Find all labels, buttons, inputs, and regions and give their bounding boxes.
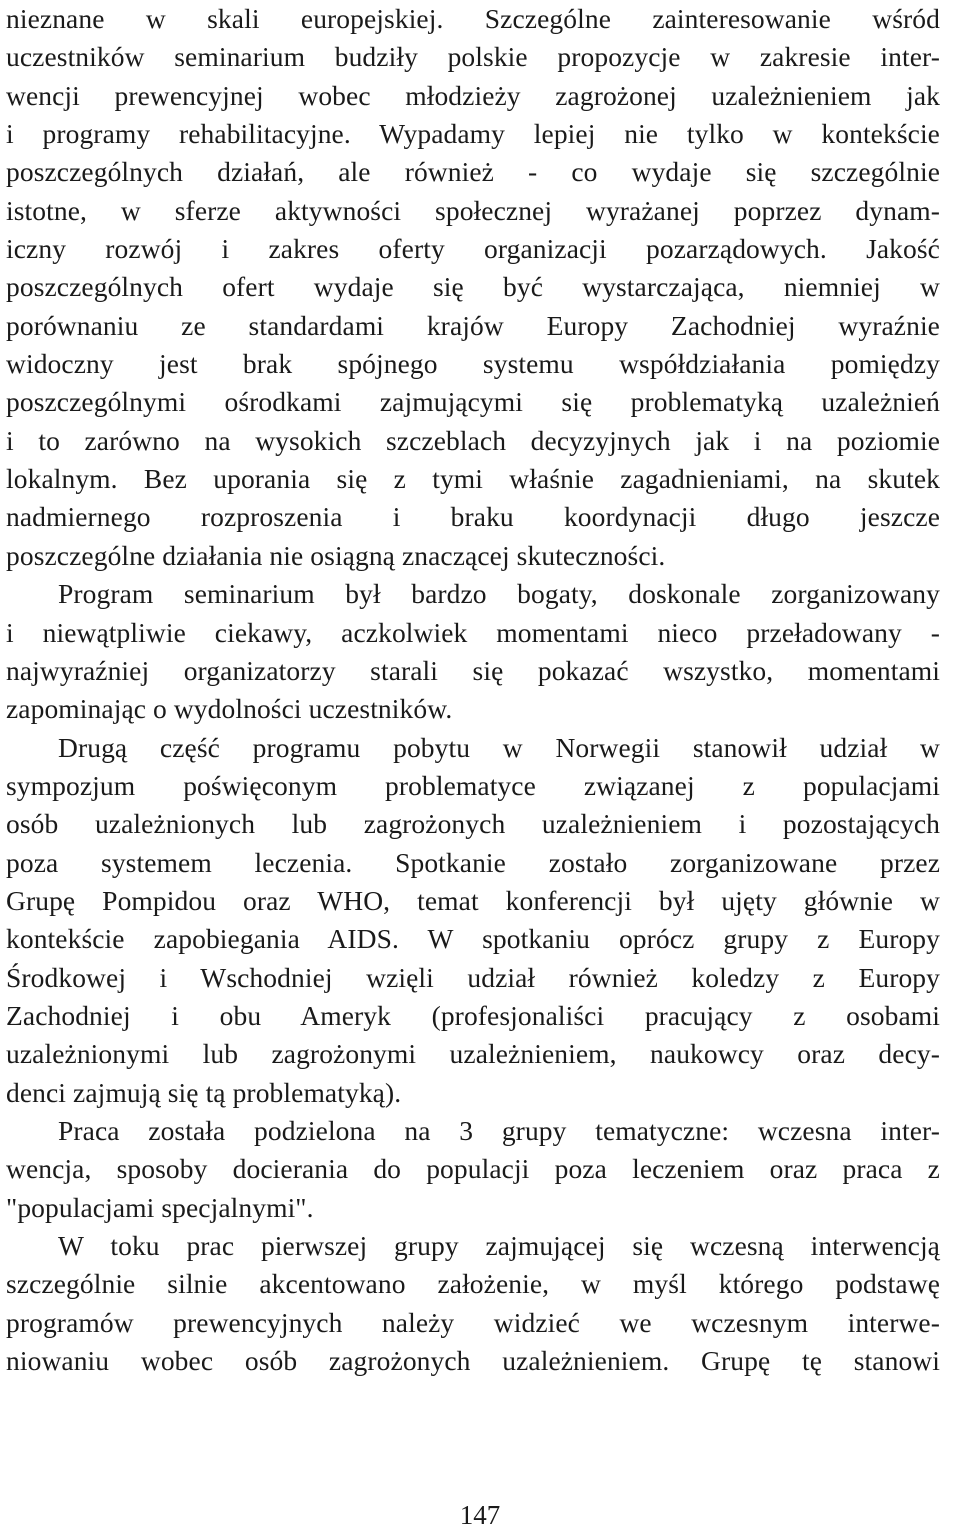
text-line: nieznane w skali europejskiej. Szczególne zainteresowanie wśród [6, 3, 940, 34]
text-line: Środkowej i Wschodniej wzięli udział również koledzy z Europy [6, 961, 940, 993]
text-line: poszczególnych działań, ale również - co wydaje się szczególnie [6, 156, 940, 188]
text-line: zapominając o wydolności uczestników. [6, 693, 453, 725]
text-line: iczny rozwój i zakres oferty organizacji pozarządowych. Jakość [6, 233, 940, 265]
text-line: Drugą część programu pobytu w Norwegii stanowił udział w [58, 731, 940, 763]
text-line: uczestników seminarium budziły polskie propozycje w zakresie inter- [6, 41, 940, 73]
text-line: poszczególne działania nie osiągną znaczącej skuteczności. [6, 539, 666, 571]
text-line: i niewątpliwie ciekawy, aczkolwiek momentami nieco przeładowany - [6, 616, 940, 648]
text-line: Praca została podzielona na 3 grupy tematyczne: wczesna inter- [58, 1114, 940, 1146]
text-line: istotne, w sferze aktywności społecznej wyrażanej poprzez dynam- [6, 194, 940, 226]
text-line: niowaniu wobec osób zagrożonych uzależnieniem. Grupę tę stanowi [6, 1345, 940, 1377]
text-line: programów prewencyjnych należy widzieć we wczesnym interwe- [6, 1306, 940, 1338]
text-line: "populacjami specjalnymi". [6, 1191, 314, 1223]
body-text [6, 0, 940, 1380]
text-line: denci zajmują się tą problematyką). [6, 1076, 402, 1108]
text-line: W toku prac pierwszej grupy zajmującej się wczesną interwencją [58, 1230, 940, 1261]
text-line: osób uzależnionych lub zagrożonych uzależnieniem i pozostających [6, 808, 940, 840]
text-line: Program seminarium był bardzo bogaty, doskonale zorganizowany [58, 578, 940, 610]
text-line: widoczny jest brak spójnego systemu współdziałania pomiędzy [6, 348, 940, 380]
text-line: poza systemem leczenia. Spotkanie zostało zorganizowane przez [6, 846, 940, 878]
text-line: sympozjum poświęconym problematyce związanej z populacjami [6, 769, 940, 801]
text-line: wencja, sposoby docierania do populacji poza leczeniem oraz praca z [6, 1153, 940, 1185]
text-line: najwyraźniej organizatorzy starali się pokazać wszystko, momentami [6, 654, 940, 686]
text-line: poszczególnymi ośrodkami zajmującymi się problematyką uzależnień [6, 386, 940, 418]
text-line: lokalnym. Bez uporania się z tymi właśnie zagadnieniami, na skutek [6, 463, 940, 495]
text-line: nadmiernego rozproszenia i braku koordynacji długo jeszcze [6, 501, 940, 533]
text-line: porównaniu ze standardami krajów Europy Zachodniej wyraźnie [6, 309, 940, 341]
text-line: Grupę Pompidou oraz WHO, temat konferencji był ujęty głównie w [6, 884, 940, 916]
text-line: wencji prewencyjnej wobec młodzieży zagrożonej uzależnieniem jak [6, 79, 940, 111]
text-line: i to zarówno na wysokich szczeblach decyzyjnych jak i na poziomie [6, 424, 940, 456]
text-line: szczególnie silnie akcentowano założenie, w myśl którego podstawę [6, 1268, 940, 1300]
text-line: uzależnionymi lub zagrożonymi uzależnieniem, naukowcy oraz decy- [6, 1038, 940, 1070]
page-number: 147 [459, 1500, 501, 1530]
text-line: kontekście zapobiegania AIDS. W spotkaniu oprócz grupy z Europy [6, 923, 940, 955]
text-line: i programy rehabilitacyjne. Wypadamy lepiej nie tylko w kontekście [6, 118, 940, 150]
text-line: Zachodniej i obu Ameryk (profesjonaliści pracujący z osobami [6, 999, 940, 1031]
text-line: poszczególnych ofert wydaje się być wystarczająca, niemniej w [6, 271, 940, 303]
